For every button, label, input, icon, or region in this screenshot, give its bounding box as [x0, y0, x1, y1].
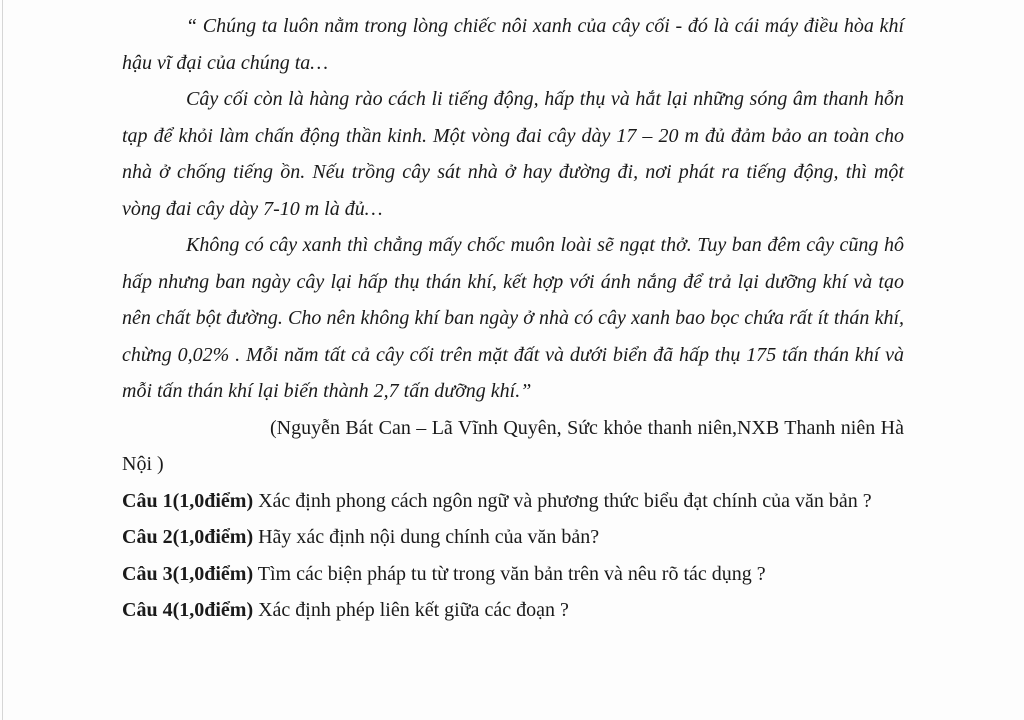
passage-paragraph-2: Cây cối còn là hàng rào cách li tiếng động, hấp thụ và hắt lại những sóng âm thanh hỗn tạp để khỏi làm chấn động thần kinh. Một vòng đai cây dày 17 – 20 m đủ đảm bảo an toàn cho nhà ở chống tiếng ồn. Nếu trồng cây sát nhà ở hay đường đi, nơi phát ra tiếng động, thì một vòng đai cây dày 7-10 m là đủ… [122, 88, 904, 220]
question-1-text: Xác định phong cách ngôn ngữ và phương thức biểu đạt chính của văn bản ? [253, 489, 872, 512]
passage-paragraph-3: Không có cây xanh thì chẳng mấy chốc muôn loài sẽ ngạt thở. Tuy ban đêm cây cũng hô hấp nhưng ban ngày cây lại hấp thụ thán khí, kết hợp với ánh nắng để trả lại dưỡng khí và tạo nên chất bột đường. Cho nên không khí ban ngày ở nhà có cây xanh bao bọc chứa rất ít thán khí, chừng 0,02% . Mỗi năm tất cả cây cối trên mặt đất và dưới biển đã hấp thụ 175 tấn thán khí và mỗi tấn thán khí lại biến thành 2,7 tấn dưỡng khí.” [122, 234, 904, 402]
passage-citation: (Nguyễn Bát Can – Lã Vĩnh Quyên, Sức khỏe thanh niên,NXB Thanh niên Hà Nội ) [122, 416, 904, 475]
question-3-text: Tìm các biện pháp tu từ trong văn bản trên và nêu rõ tác dụng ? [253, 562, 766, 585]
document-body [122, 8, 904, 629]
question-4 [122, 592, 904, 629]
question-1 [122, 483, 904, 520]
question-2-text: Hãy xác định nội dung chính của văn bản? [253, 526, 600, 548]
question-4-text: Xác định phép liên kết giữa các đoạn ? [253, 599, 569, 621]
question-1-label: Câu 1(1,0điểm) [122, 489, 254, 512]
question-3 [122, 556, 904, 593]
question-3-label: Câu 3(1,0điểm) [122, 562, 254, 585]
page-edge-divider [2, 0, 3, 720]
passage-paragraph-1: “ Chúng ta luôn nằm trong lòng chiếc nôi xanh của cây cối - đó là cái máy điều hòa khí hậu vĩ đại của chúng ta… [122, 15, 904, 74]
question-4-label: Câu 4(1,0điểm) [122, 599, 254, 621]
question-2-label: Câu 2(1,0điểm) [122, 526, 254, 548]
question-2 [122, 519, 904, 556]
